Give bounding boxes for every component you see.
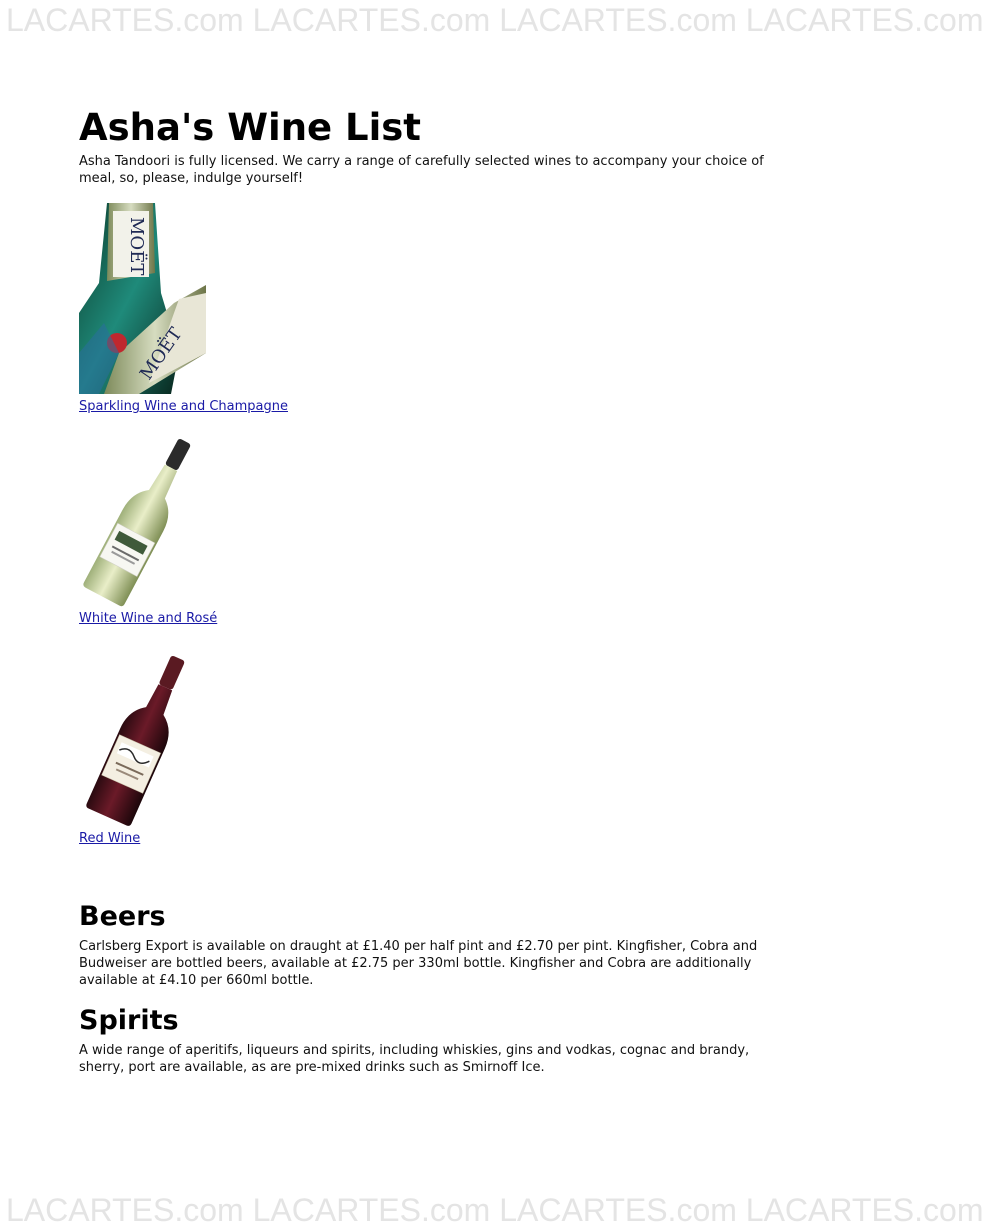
wine-link-white[interactable]: White Wine and Rosé xyxy=(79,611,218,626)
wine-category-sparkling xyxy=(79,203,288,415)
beers-heading: Beers xyxy=(79,901,166,932)
watermark-top: LACARTES.com LACARTES.com LACARTES.com LACARTES.com xyxy=(6,2,983,38)
wine-category-red xyxy=(79,646,206,847)
wine-link-sparkling[interactable]: Sparkling Wine and Champagne xyxy=(79,399,288,414)
white-wine-bottle-image xyxy=(79,430,206,606)
watermark-bottom: LACARTES.com LACARTES.com LACARTES.com LACARTES.com xyxy=(6,1192,983,1228)
spirits-heading: Spirits xyxy=(79,1005,179,1036)
beers-text: Carlsberg Export is available on draught at £1.40 per half pint and £2.70 per pint. Kingfisher, Cobra and Budweiser are bottled beers, available at £2.75 per 330ml bottle. Kingfisher and Cobra are additionally available at £4.10 per 660ml bottle. xyxy=(79,939,758,988)
spirits-text: A wide range of aperitifs, liqueurs and spirits, including whiskies, gins and vodkas, cognac and brandy, sherry, port are available, as are pre-mixed drinks such as Smirnoff Ice. xyxy=(79,1043,750,1075)
beers-section xyxy=(79,900,784,989)
champagne-bottles-image xyxy=(79,203,206,394)
svg-text:MOËT: MOËT xyxy=(135,324,187,384)
svg-text:MOËT: MOËT xyxy=(126,217,147,276)
intro-text: Asha Tandoori is fully licensed. We carry a range of carefully selected wines to accompany your choice of meal, so, please, indulge yourself! xyxy=(79,154,764,186)
spirits-section xyxy=(79,1004,784,1076)
red-wine-bottle-image xyxy=(79,646,206,826)
page-title: Asha's Wine List xyxy=(79,106,421,149)
wine-category-white xyxy=(79,430,217,627)
wine-link-red[interactable]: Red Wine xyxy=(79,831,141,846)
page-header xyxy=(79,106,784,187)
